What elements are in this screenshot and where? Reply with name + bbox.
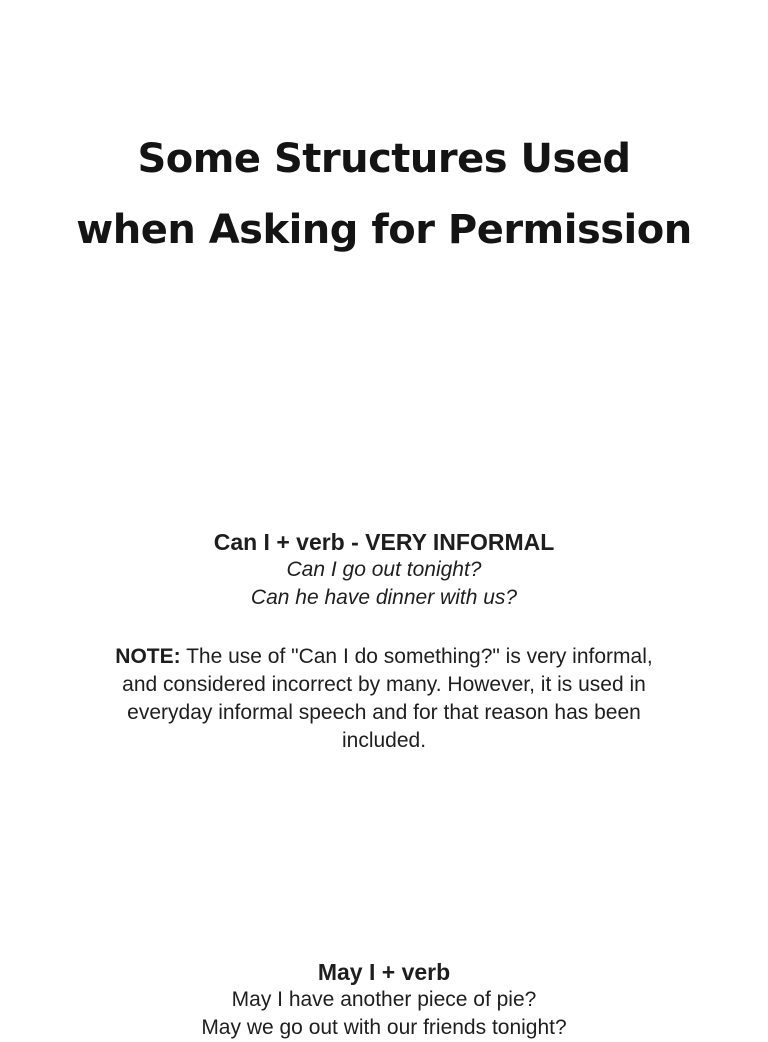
- example-sentence: May I have another piece of pie?: [231, 988, 537, 1011]
- section-may-i: [0, 958, 768, 1042]
- page-title-line-2: when Asking for Permission: [76, 207, 692, 253]
- note-label: NOTE:: [115, 645, 181, 668]
- section-can-i: [0, 528, 768, 612]
- example-sentence: Can he have dinner with us?: [250, 586, 518, 609]
- note-text: The use of "Can I do something?" is very informal, and considered incorrect by many. However, it is used in everyday informal speech and for that reason has been included.: [122, 645, 653, 752]
- section-heading-can-i: Can I + verb - VERY INFORMAL: [213, 529, 555, 555]
- note-paragraph: [114, 643, 654, 755]
- page-title-line-1: Some Structures Used: [137, 136, 631, 182]
- section-heading-may-i: May I + verb: [317, 959, 451, 985]
- example-sentence: Can I go out tonight?: [286, 558, 482, 581]
- example-sentence: May we go out with our friends tonight?: [201, 1016, 567, 1039]
